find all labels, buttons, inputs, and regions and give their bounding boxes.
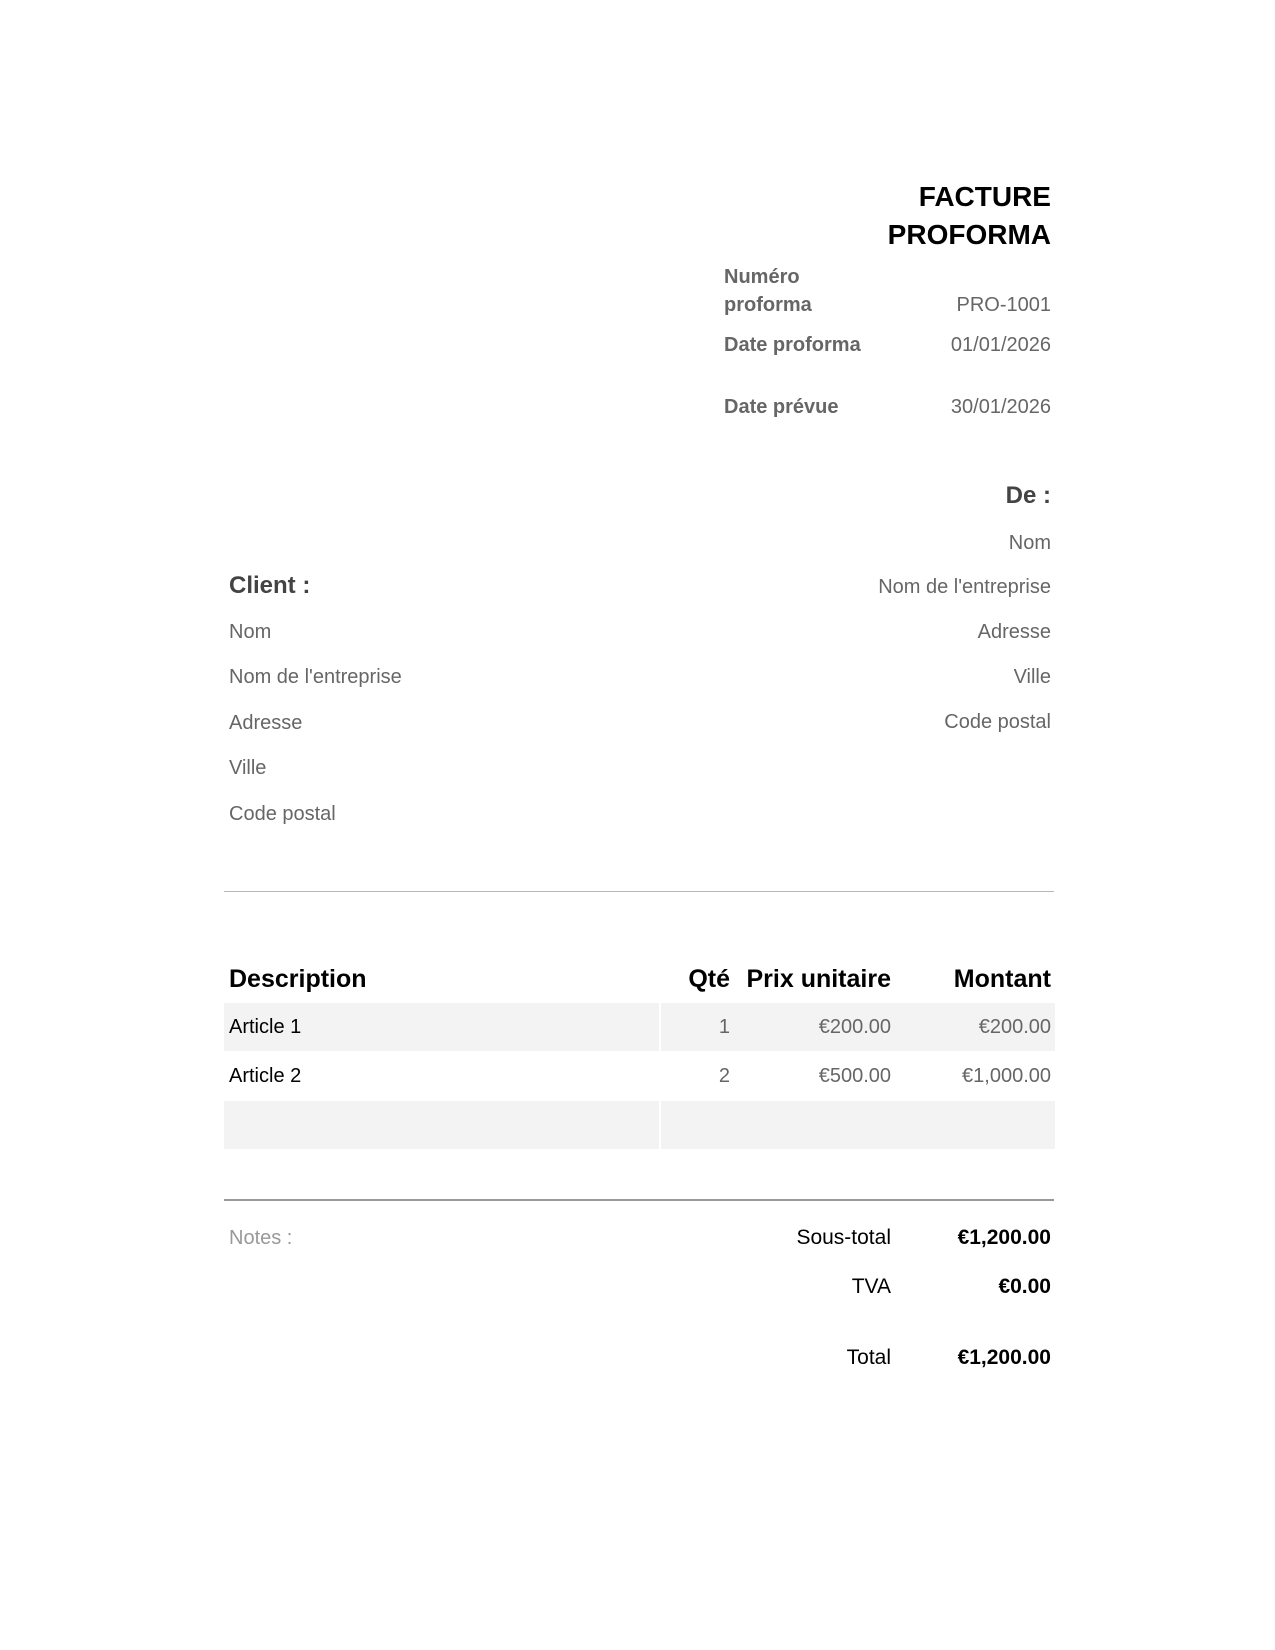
client-city: Ville bbox=[229, 757, 267, 779]
proforma-number-label-line-1: Numéro bbox=[724, 266, 800, 288]
subtotal-value: €1,200.00 bbox=[957, 1226, 1051, 1249]
client-name: Nom bbox=[229, 621, 272, 643]
table-row-empty bbox=[661, 1101, 1055, 1149]
column-header-amount: Montant bbox=[953, 965, 1051, 993]
from-name: Nom bbox=[1008, 532, 1051, 554]
proforma-number-value: PRO-1001 bbox=[956, 294, 1051, 316]
notes-label: Notes : bbox=[229, 1227, 293, 1249]
row-1-unit-price: €200.00 bbox=[818, 1016, 891, 1038]
subtotal-label: Sous-total bbox=[796, 1226, 891, 1249]
row-2-qty: 2 bbox=[718, 1065, 730, 1087]
due-date-value: 30/01/2026 bbox=[950, 396, 1051, 418]
row-2-amount: €1,000.00 bbox=[962, 1065, 1051, 1087]
row-1-amount: €200.00 bbox=[978, 1016, 1051, 1038]
from-postal-code: Code postal bbox=[944, 711, 1051, 733]
proforma-date-value: 01/01/2026 bbox=[950, 334, 1051, 356]
title-line-1: FACTURE bbox=[918, 181, 1051, 212]
totals-divider bbox=[224, 1199, 1054, 1201]
proforma-number-label-line-2: proforma bbox=[724, 294, 812, 316]
from-address: Adresse bbox=[977, 621, 1051, 643]
proforma-number-label bbox=[724, 263, 812, 319]
from-heading: De : bbox=[1005, 482, 1051, 509]
client-postal-code: Code postal bbox=[229, 803, 336, 825]
table-row-empty bbox=[224, 1101, 659, 1149]
due-date-label: Date prévue bbox=[724, 396, 839, 418]
column-header-description: Description bbox=[229, 965, 367, 993]
row-2-unit-price: €500.00 bbox=[818, 1065, 891, 1087]
total-value: €1,200.00 bbox=[957, 1346, 1051, 1369]
document-title bbox=[888, 178, 1051, 254]
client-company: Nom de l'entreprise bbox=[229, 666, 402, 688]
row-2-description: Article 2 bbox=[229, 1065, 302, 1087]
column-header-unit-price: Prix unitaire bbox=[746, 965, 891, 993]
from-city: Ville bbox=[1013, 666, 1051, 688]
client-heading: Client : bbox=[229, 572, 311, 599]
tax-label: TVA bbox=[851, 1275, 891, 1298]
from-company: Nom de l'entreprise bbox=[878, 576, 1051, 598]
tax-value: €0.00 bbox=[998, 1275, 1051, 1298]
section-divider bbox=[224, 891, 1054, 892]
total-label: Total bbox=[846, 1346, 891, 1369]
row-1-description: Article 1 bbox=[229, 1016, 302, 1038]
column-header-qty: Qté bbox=[688, 965, 730, 993]
client-address: Adresse bbox=[229, 712, 303, 734]
proforma-date-label: Date proforma bbox=[724, 334, 861, 356]
title-line-2: PROFORMA bbox=[887, 219, 1051, 250]
row-1-qty: 1 bbox=[718, 1016, 730, 1038]
